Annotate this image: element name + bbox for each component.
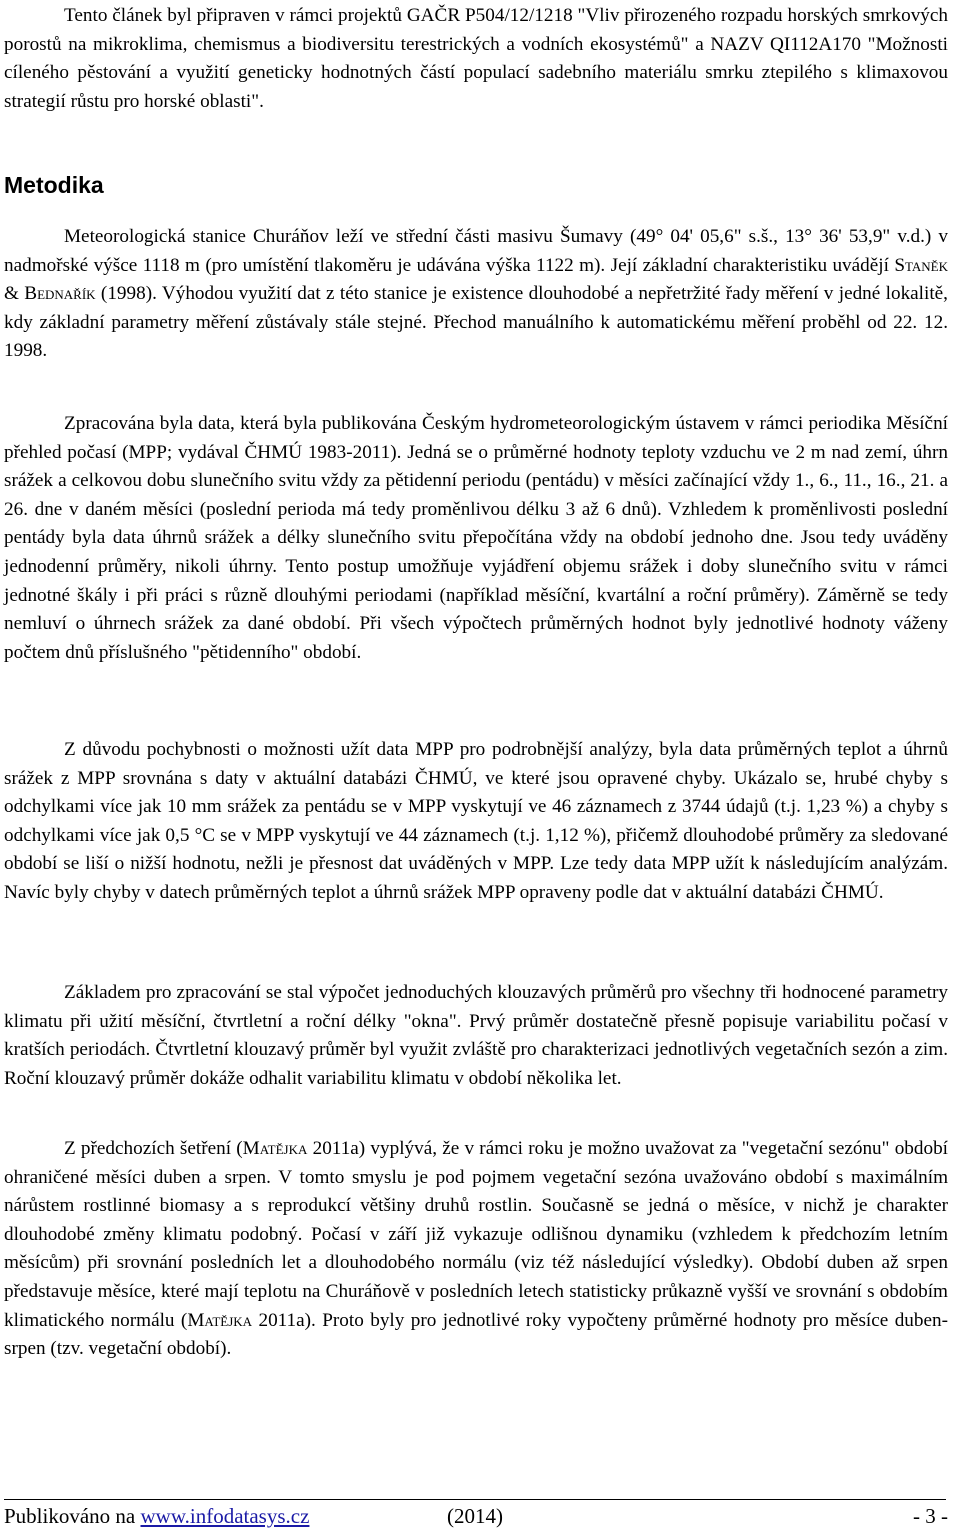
footer-link[interactable]: www.infodatasys.cz	[140, 1504, 310, 1528]
author-name: Matějka	[242, 1138, 308, 1159]
intro-paragraph: Tento článek byl připraven v rámci projektů GAČR P504/12/1218 "Vliv přirozeného rozpadu horských smrkových porostů na mikroklima, chemismus a biodiversitu terestrických a vodních ekosystémů" a NAZV QI112A170 "Možnosti cíleného pěstování a využití geneticky hodnotných částí populací sadebního materiálu smrku ztepilého s klimaxovou strategií růstu pro horské oblasti".	[4, 5, 948, 112]
author-name: Matějka	[187, 1309, 253, 1331]
paragraph-station	[4, 223, 948, 366]
paragraph-data-processing: Zpracována byla data, která byla publikována Českým hydrometeorologickým ústavem v rámci periodika Měsíční přehled počasí (MPP; vydával ČHMÚ 1983-2011). Jedná se o průměrné hodnoty teploty vzduchu ve 2 m nad zemí, úhrn srážek a celkovou dobu slunečního svitu vždy za pětidenní periodu (pentádu) v měsíci začínající vždy 1., 6., 11., 16., 21. a 26. dne v daném měsíci (poslední perioda má tedy proměnlivou délku 3 až 6 dnů). Vzhledem k proměnlivosti poslední pentády byla data úhrnů srážek a délky slunečního svitu přepočítána vždy na období jednoho dne. Jsou tedy uváděny jednodenní průměry, nikoli úhrny. Tento postup umožňuje vyjádření objemu srážek i doby slunečního svitu v rámci jednotné škály i při práci s různě dlouhými periodami (například měsíční, kvartální a roční průměry). Záměrně se tedy nemluví o úhrnech srážek za dané období. Při všech výpočtech průměrných hodnot byly jednotlivé hodnoty váženy počtem dnů příslušného "pětidenního" období.	[4, 413, 948, 663]
footer-year: (2014)	[447, 1504, 503, 1528]
page-number: - 3 -	[913, 1504, 948, 1528]
paragraph-data-check: Z důvodu pochybnosti o možnosti užít data MPP pro podrobnější analýzy, byla data průměrných teplot a úhrnů srážek z MPP srovnána s daty v aktuální databázi ČHMÚ, ve které jsou opravené chyby. Ukázalo se, hrubé chyby s odchylkami více jak 10 mm srážek za pentádu se v MPP vyskytují ve 46 záznamech z 3744 údajů (t.j. 1,23 %) a chyby s odchylkami více jak 0,5 °C se v MPP vyskytují ve 44 záznamech (t.j. 1,12 %), přičemž dlouhodobé průměry za sledované období se liší o nižší hodnotu, nežli je přesnost dat uváděných v MPP. Lze tedy data MPP užít k následujícím analýzám. Navíc byly chyby v datech průměrných teplot a úhrnů srážek MPP opraveny podle dat v aktuální databázi ČHMÚ.	[4, 739, 948, 903]
paragraph-text: 2011a) vyplývá, že v rámci roku je možno uvažovat za "vegetační sezónu" období ohraničené měsíci duben a srpen. V tomto smyslu je pod pojmem vegetační sezóna uvažováno období s maximálním nárůstem rostlinné biomasy a s reprodukcí většiny druhů rostlin. Současně se jedná o měsíce, v nichž je charakter dlouhodobé změny klimatu podobný. Počasí v září již vykazuje odlišnou dynamiku (vzhledem k předchozím letním měsícům) při srovnání posledních let a dlouhodobého normálu (viz též následující výsledky). Období duben až srpen představuje měsíce, které mají teplotu na Churáňově v posledních letech statisticky průkazně vyšší ve srovnání s obdobím klimatického normálu (	[4, 1138, 948, 1331]
paragraph-text: (1998). Výhodou využití dat z této stanice je existence dlouhodobé a nepřetržité řady měření v jedné lokalitě, kdy základní parametry měření zůstávaly stále stejné. Přechod manuálního k automatickému měření proběhl od 22. 12. 1998.	[4, 283, 948, 362]
footer-published-label: Publikováno na	[4, 1504, 141, 1528]
paragraph-vegetation-season	[4, 1135, 948, 1364]
paragraph-text: Z předchozích šetření (	[64, 1138, 243, 1159]
author-name: Staněk	[894, 254, 948, 276]
footer-divider	[4, 1499, 946, 1500]
author-name: Bednařík	[24, 283, 96, 305]
paragraph-text: 2011a). Proto byly pro jednotlivé roky vypočteny průměrné hodnoty pro měsíce duben-srpen (tzv. vegetační období).	[4, 1309, 948, 1360]
paragraph-moving-averages: Základem pro zpracování se stal výpočet jednoduchých klouzavých průměrů pro všechny tři hodnocené parametry klimatu při užití měsíční, čtvrtletní a roční délky "okna". Prvý průměr dostatečně přesně popisuje variabilitu počasí v kratších periodách. Čtvrtletní klouzavý průměr byl využit zvláště pro charakterizaci jednotlivých vegetačních sezón a zim. Roční klouzavý průměr dokáže odhalit variabilitu klimatu v období několika let.	[4, 982, 948, 1089]
page-footer	[4, 1502, 948, 1532]
paragraph-text: Meteorologická stanice Churáňov leží ve střední části masivu Šumavy (49° 04' 05,6" s.š., 13° 36' 53,9" v.d.) v nadmořské výšce 1118 m (pro umístění tlakoměru je udávána výška 1122 m). Její základní charakteristiku uvádějí	[4, 226, 948, 276]
paragraph-text: &	[4, 283, 25, 305]
section-heading-metodika: Metodika	[4, 172, 104, 198]
footer-published	[4, 1502, 309, 1530]
